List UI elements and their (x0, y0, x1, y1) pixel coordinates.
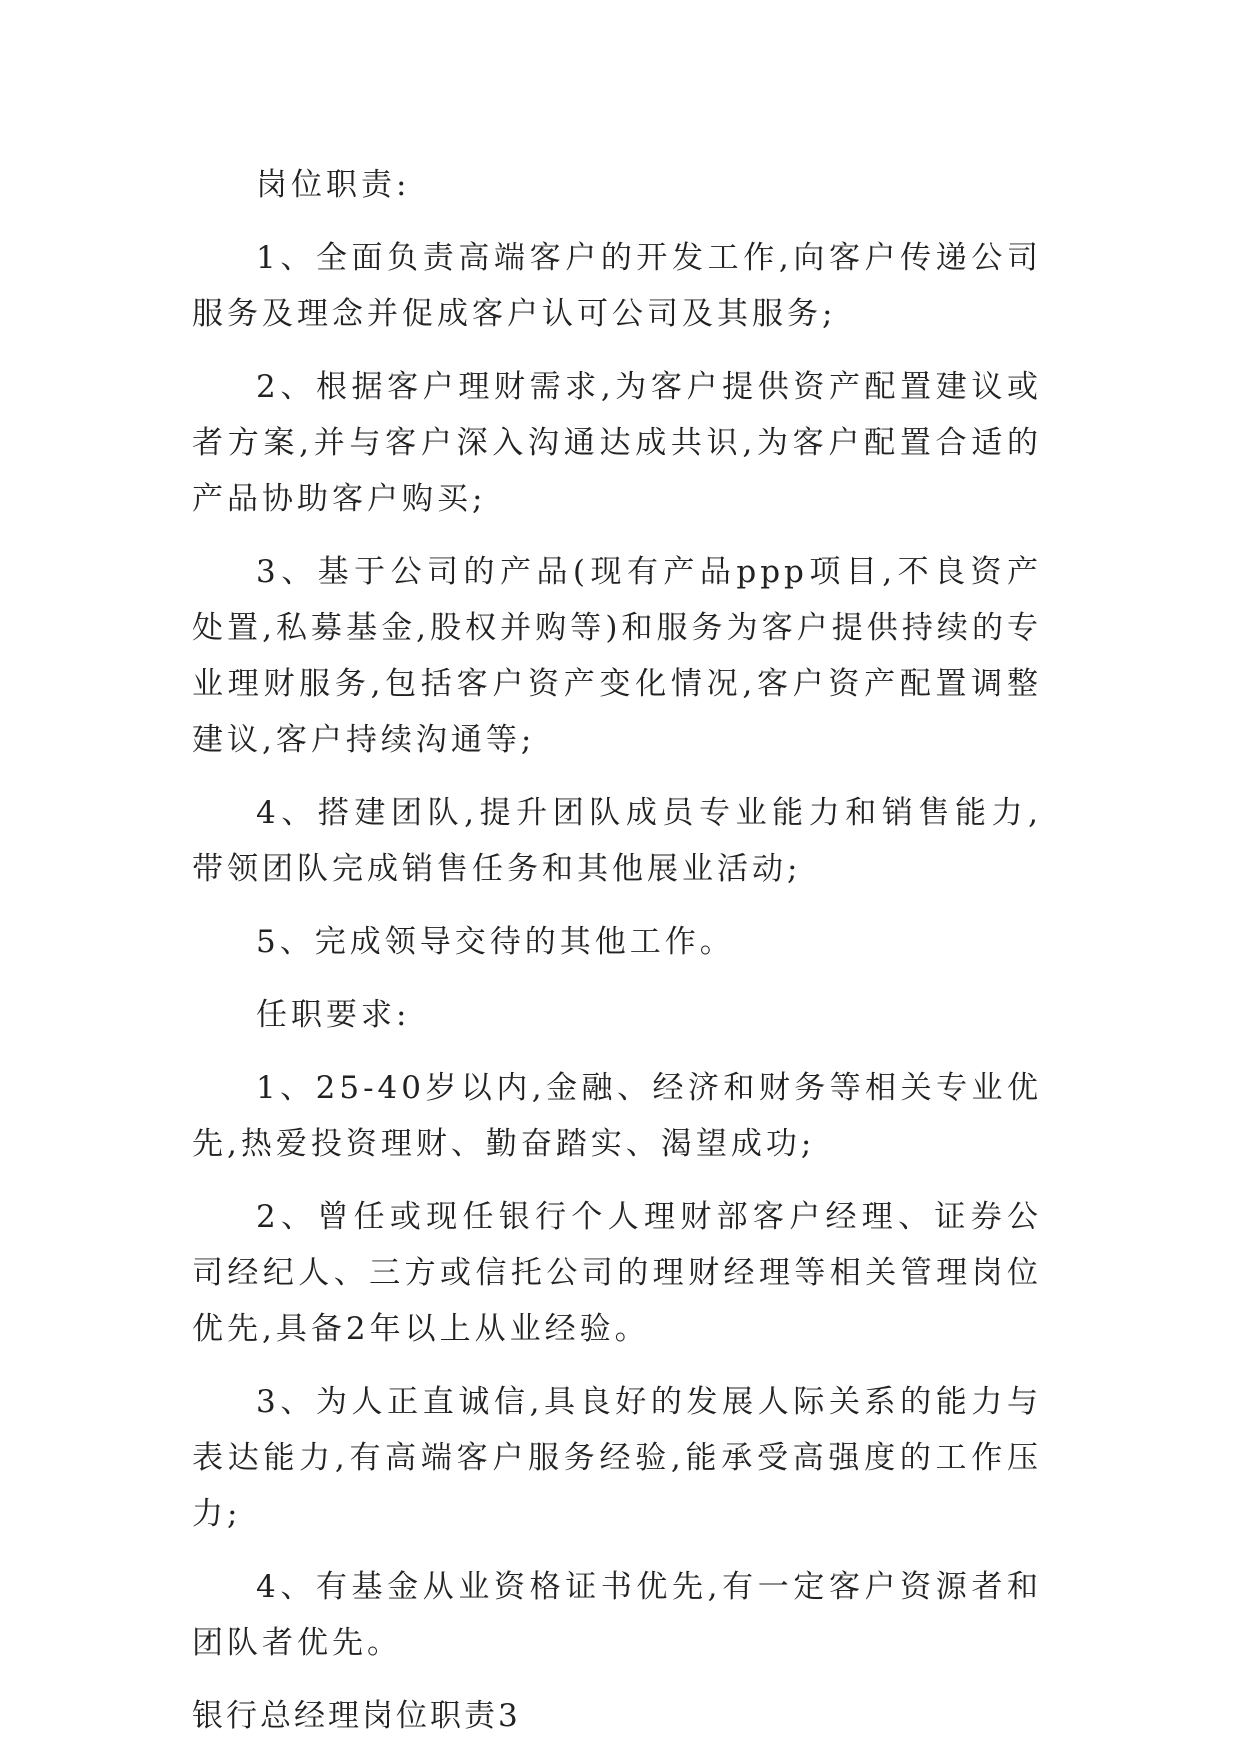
duty-item-1: 1、全面负责高端客户的开发工作,向客户传递公司服务及理念并促成客户认可公司及其服务; (192, 240, 1042, 332)
duties-heading: 岗位职责: (256, 167, 411, 203)
document-body (192, 157, 1042, 1744)
requirement-item-1: 1、25-40岁以内,金融、经济和财务等相关专业优先,热爱投资理财、勤奋踏实、渴望成功; (192, 1070, 1042, 1162)
next-section-title: 银行总经理岗位职责3 (192, 1698, 521, 1734)
requirement-item-4: 4、有基金从业资格证书优先,有一定客户资源者和团队者优先。 (192, 1569, 1042, 1661)
requirement-item-3: 3、为人正直诚信,具良好的发展人际关系的能力与表达能力,有高端客户服务经验,能承受高强度的工作压力; (192, 1384, 1042, 1532)
requirement-item-2: 2、曾任或现任银行个人理财部客户经理、证券公司经纪人、三方或信托公司的理财经理等相关管理岗位优先,具备2年以上从业经验。 (192, 1199, 1042, 1347)
requirements-heading: 任职要求: (256, 997, 411, 1033)
duty-item-3: 3、基于公司的产品(现有产品ppp项目,不良资产处置,私募基金,股权并购等)和服务为客户提供持续的专业理财服务,包括客户资产变化情况,客户资产配置调整建议,客户持续沟通等; (192, 554, 1042, 758)
duty-item-4: 4、搭建团队,提升团队成员专业能力和销售能力,带领团队完成销售任务和其他展业活动; (192, 795, 1042, 887)
duty-item-5: 5、完成领导交待的其他工作。 (256, 924, 735, 960)
duty-item-2: 2、根据客户理财需求,为客户提供资产配置建议或者方案,并与客户深入沟通达成共识,为客户配置合适的产品协助客户购买; (192, 369, 1042, 517)
